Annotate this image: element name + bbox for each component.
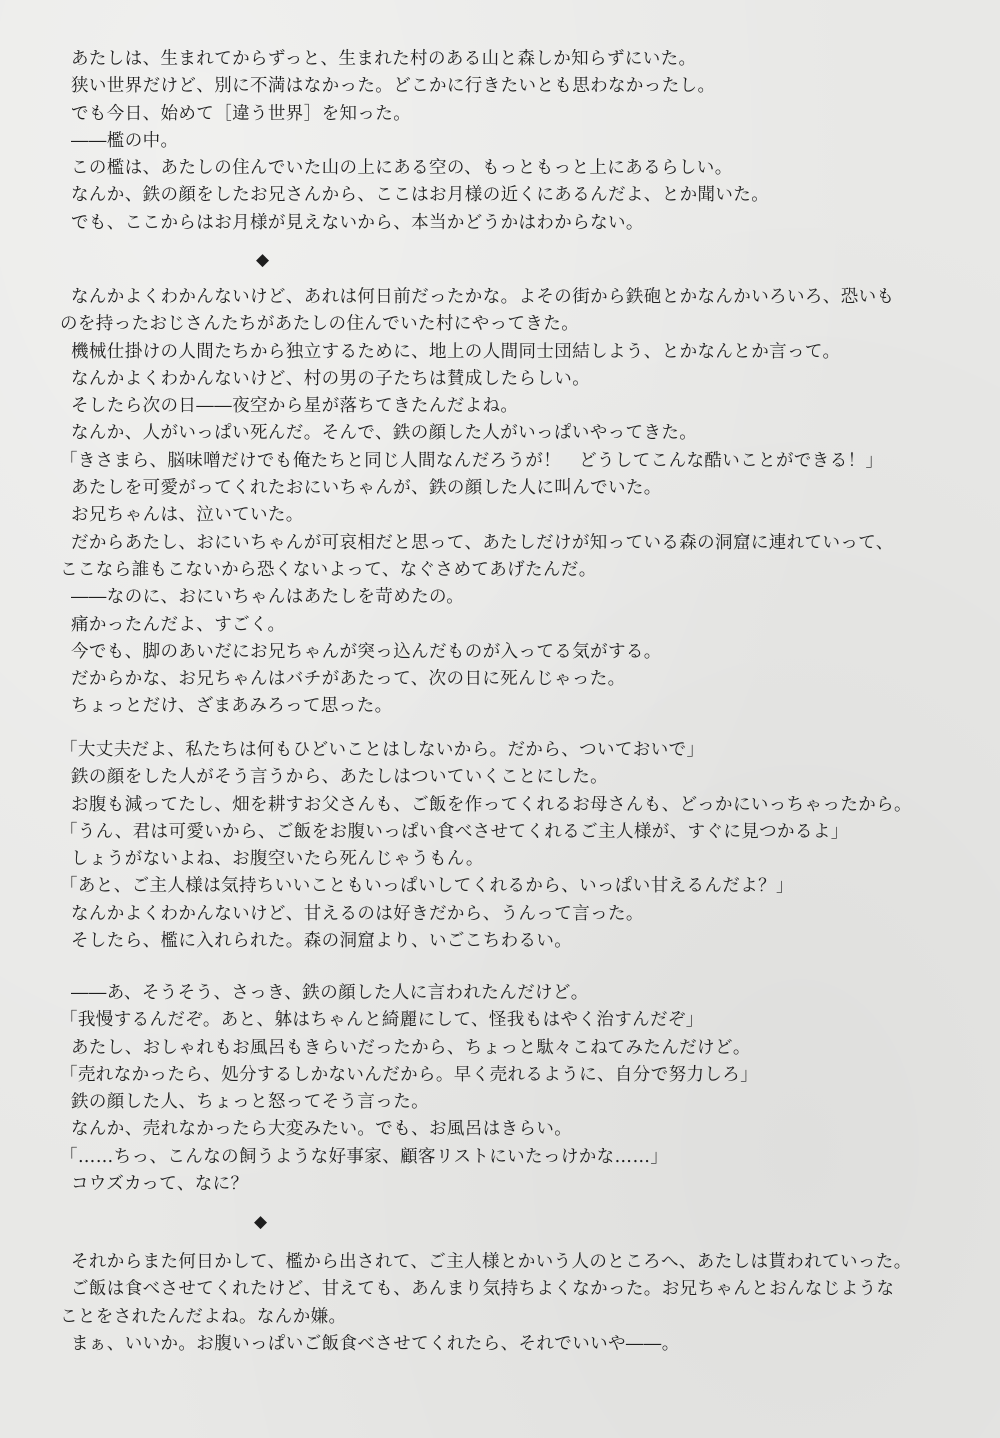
section-1 (60, 46, 880, 237)
paragraph-line: 機械仕掛けの人間たちから独立するために、地上の人間同士団結しよう、とかなんとか言って。 (71, 341, 841, 362)
paragraph-line: なんかよくわかんないけど、村の男の子たちは賛成したらしい。 (71, 368, 591, 389)
paragraph-line: この檻は、あたしの住んでいた山の上にある空の、もっともっと上にあるらしい。 (71, 158, 733, 179)
paragraph-line: ――なのに、おにいちゃんはあたしを苛めたの。 (71, 587, 465, 608)
paragraph-line: なんかよくわかんないけど、あれは何日前だったかな。よその街から鉄砲とかなんかいろいろ、恐いも (71, 287, 895, 307)
paragraph-line: のを持ったおじさんたちがあたしの住んでいた村にやってきた。 (60, 314, 580, 335)
paragraph-line: ――檻の中。 (71, 130, 179, 151)
paragraph-line: それからまた何日かして、檻から出されて、ご主人様とかいう人のところへ、あたしは貰われていった。 (71, 1252, 912, 1272)
paragraph-line: だからあたし、おにいちゃんが可哀相だと思って、あたしだけが知っている森の洞窟に連れていって、 (71, 532, 894, 553)
paragraph-line: まぁ、いいか。お腹いっぱいご飯食べさせてくれたら、それでいいや――。 (71, 1333, 680, 1354)
dialogue-line: 「売れなかったら、処分するしかないんだから。早く売れるように、自分で努力しろ」 (60, 1064, 759, 1085)
paragraph-line: 鉄の顔した人、ちょっと怒ってそう言った。 (71, 1092, 429, 1113)
dialogue-line: 「我慢するんだぞ。あと、躰はちゃんと綺麗にして、怪我もはやく治すんだぞ」 (60, 1010, 704, 1031)
paragraph-line: ――あ、そうそう、さっき、鉄の顔した人に言われたんだけど。 (71, 983, 589, 1003)
paragraph-line: お兄ちゃんは、泣いていた。 (71, 505, 304, 526)
paragraph-line: あたし、おしゃれもお風呂もきらいだったから、ちょっと駄々こねてみたんだけど。 (71, 1037, 751, 1058)
paragraph-line: 痛かったんだよ、すごく。 (71, 614, 286, 635)
paragraph-line: あたしは、生まれてからずっと、生まれた村のある山と森しか知らずにいた。 (71, 49, 697, 69)
paragraph-line: でも、ここからはお月様が見えないから、本当かどうかはわからない。 (71, 212, 644, 233)
section-4 (60, 980, 880, 1198)
paragraph-line: そしたら、檻に入れられた。森の洞窟より、いごこちわるい。 (71, 931, 573, 952)
paragraph-line: なんか、売れなかったら大変みたい。でも、お風呂はきらい。 (71, 1119, 573, 1140)
paragraph-line: なんか、人がいっぱい死んだ。そんで、鉄の顔した人がいっぱいやってきた。 (71, 423, 698, 444)
paragraph-line: なんかよくわかんないけど、甘えるのは好きだから、うんって言った。 (71, 903, 644, 924)
paragraph-line: ことをされたんだよね。なんか嫌。 (60, 1306, 347, 1327)
paragraph-line: コウズカって、なに？ (71, 1174, 249, 1195)
section-separator: ◆ (256, 250, 270, 270)
paragraph-line: でも今日、始めて［違う世界］を知った。 (71, 103, 412, 124)
paragraph-line: そしたら次の日――夜空から星が落ちてきたんだよね。 (71, 396, 519, 417)
paragraph-line: あたしを可愛がってくれたおにいちゃんが、鉄の顔した人に叫んでいた。 (71, 478, 662, 499)
paragraph-line: なんか、鉄の顔をしたお兄さんから、ここはお月様の近くにあるんだよ、とか聞いた。 (71, 185, 770, 206)
paragraph-line: ご飯は食べさせてくれたけど、甘えても、あんまり気持ちよくなかった。お兄ちゃんとおんなじような (71, 1279, 895, 1300)
section-separator: ◆ (254, 1212, 268, 1232)
section-5 (60, 1249, 912, 1358)
paragraph-line: お腹も減ってたし、畑を耕すお父さんも、ご飯を作ってくれるお母さんも、どっかにいっちゃったから。 (71, 794, 912, 815)
dialogue-line: 「うん、君は可愛いから、ご飯をお腹いっぱい食べさせてくれるご主人様が、すぐに見つかるよ」 (60, 821, 849, 842)
dialogue-line: 「きさまら、脳味噌だけでも俺たちと同じ人間なんだろうが！ どうしてこんな酷いことができる！」 (60, 450, 884, 471)
section-2 (60, 284, 895, 721)
paragraph-line: しょうがないよね、お腹空いたら死んじゃうもん。 (71, 849, 484, 870)
paragraph-line: 今でも、脚のあいだにお兄ちゃんが突っ込んだものが入ってる気がする。 (71, 641, 662, 662)
dialogue-line: 「あと、ご主人様は気持ちいいこともいっぱいしてくれるから、いっぱい甘えるんだよ？」 (60, 876, 794, 897)
paragraph-line: 鉄の顔をした人がそう言うから、あたしはついていくことにした。 (71, 767, 608, 788)
paragraph-line: ここなら誰もこないから恐くないよって、なぐさめてあげたんだ。 (60, 559, 597, 580)
dialogue-line: 「大丈夫だよ、私たちは何もひどいことはしないから。だから、ついておいで」 (60, 740, 705, 760)
paragraph-line: だからかな、お兄ちゃんはバチがあたって、次の日に死んじゃった。 (71, 669, 626, 690)
paragraph-line: 狭い世界だけど、別に不満はなかった。どこかに行きたいとも思わなかったし。 (71, 76, 716, 97)
section-3 (60, 737, 912, 955)
dialogue-line: 「……ちっ、こんなの飼うような好事家、顧客リストにいたっけかな……」 (60, 1146, 669, 1167)
paragraph-line: ちょっとだけ、ざまあみろって思った。 (71, 696, 393, 717)
